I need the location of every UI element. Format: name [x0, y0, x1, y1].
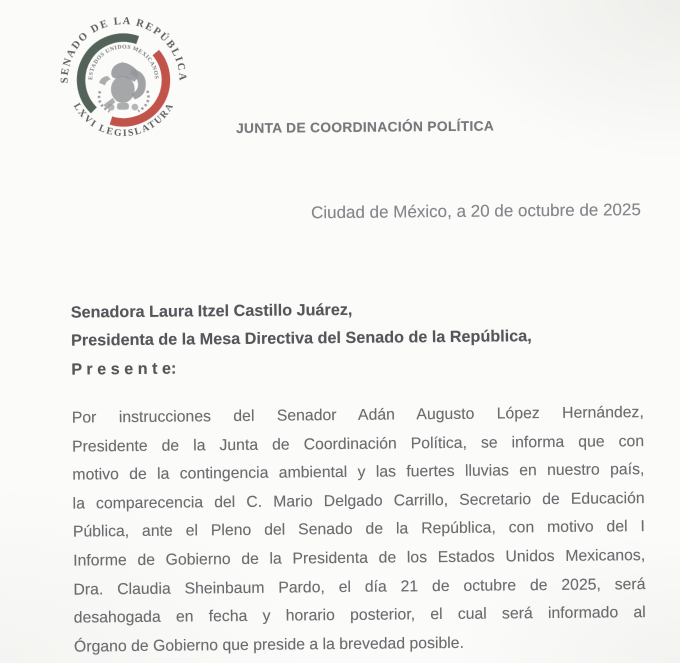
body-line: Presidente de la Junta de Coordinación Política, se informa que con — [72, 432, 645, 456]
senate-seal — [51, 7, 196, 152]
body-line: Informe de Gobierno de la Presidenta de los Estados Unidos Mexicanos, — [73, 547, 646, 570]
body-line: desahogada en fecha y horario posterior, el cual será informado al — [73, 604, 646, 627]
letter-body — [72, 399, 646, 662]
seal-outer-text: SENADO DE LA REPÚBLICA — [59, 15, 188, 84]
body-line: la comparecencia del C. Mario Delgado Carrillo, Secretario de Educación — [72, 489, 645, 513]
body-line: motivo de la contingencia ambiental y las fuertes lluvias en nuestro país, — [72, 461, 645, 484]
addressee-block — [71, 294, 532, 384]
letter-header-title: JUNTA DE COORDINACIÓN POLÍTICA — [235, 118, 495, 136]
body-line: Dra. Claudia Sheinbaum Pardo, el día 21 de octubre de 2025, será — [73, 575, 646, 599]
body-line: Órgano de Gobierno que preside a la brevedad posible. — [73, 634, 465, 656]
addressee-name: Senadora Laura Itzel Castillo Juárez, — [70, 300, 353, 322]
addressee-presente: P r e s e n t e: — [71, 359, 177, 379]
body-line: Pública, ante el Pleno del Senado de la República, con motivo del I — [72, 518, 645, 541]
addressee-role: Presidenta de la Mesa Directiva del Senado de la República, — [70, 327, 532, 350]
dateline: Ciudad de México, a 20 de octubre de 2025 — [310, 200, 641, 223]
body-line: Por instrucciones del Senador Adán Augusto López Hernández, — [71, 404, 644, 427]
seal-inner-text: ESTADOS UNIDOS MEXICANOS — [88, 44, 159, 81]
mexican-eagle-emblem-icon — [99, 62, 149, 112]
seal-bottom-text: LXVI LEGISLATURA — [71, 100, 177, 140]
